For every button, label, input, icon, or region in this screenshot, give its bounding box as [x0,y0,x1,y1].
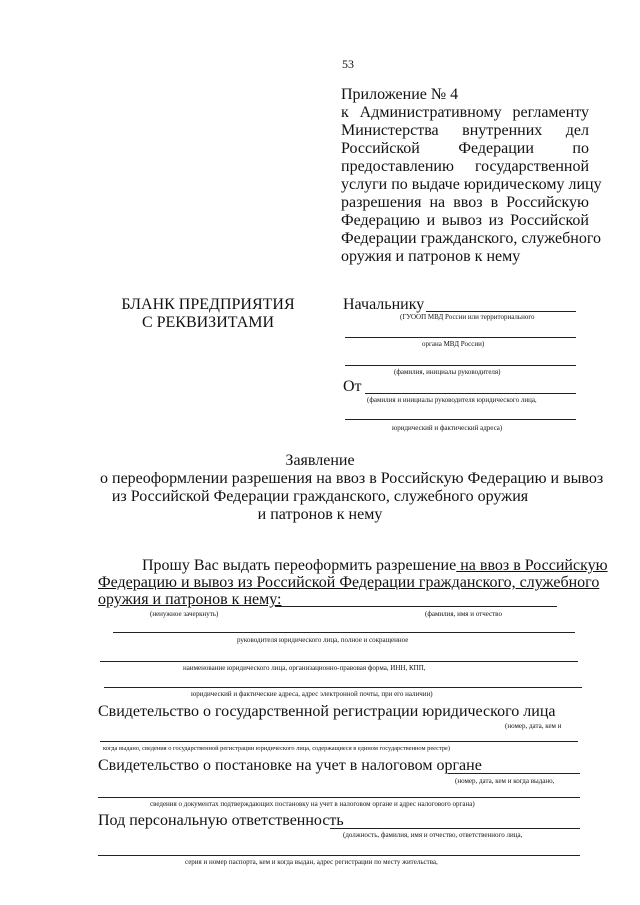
request-line: Федерацию и вывоз из Российской Федерации гражданского, служебного [98,574,600,591]
hint-name: наименование юридического лица, организационно-правовая форма, ИНН, КПП, [183,664,426,672]
fio-line[interactable] [275,606,557,607]
registration-hint: когда выдано, сведения о государственной регистрации юридического лица, содержащиеся в едином государственном реестре) [103,745,451,752]
statement-subtitle: и патронов к нему [257,506,383,523]
registration-hint: (номер, дата, кем и [505,722,562,730]
to-line[interactable] [345,365,576,366]
request-line: оружия и патронов к нему: [98,591,282,608]
tax-label: Свидетельство о постановке на учет в налоговом органе [98,757,482,774]
hint-head: руководителя юридического лица, полное и сокращенное [237,636,409,644]
appendix-line: разрешения на ввоз в Российскую [341,194,589,211]
fill-line[interactable] [100,661,578,662]
request-start: Прошу Вас выдать переоформить разрешение [142,557,457,574]
appendix-line: Министерства внутренних дел [341,122,589,139]
to-line[interactable] [426,311,576,312]
from-line[interactable] [345,419,576,420]
statement-subtitle: о переоформлении разрешения на ввоз в Российскую Федерацию и вывоз [100,470,604,487]
fill-line[interactable] [98,855,580,856]
from-hint: юридический и фактический адреса) [392,424,503,432]
statement-subtitle: из Российской Федерации гражданского, служебного оружия [111,488,529,505]
hint-addr: юридический и фактические адреса, адрес электронной почты, при его наличии) [191,690,433,698]
appendix-title: Приложение № 4 [341,86,459,103]
request-underlined: на ввоз в Российскую [456,557,608,574]
to-hint: (фамилия, инициалы руководителя) [394,368,501,376]
to-line[interactable] [345,337,576,338]
hint-fio: (фамилия, имя и отчество [425,610,502,618]
appendix-line: услуги по выдаче юридическому лицу [341,176,602,193]
appendix-line: предоставлению государственной [341,158,589,175]
appendix-line: Федерации гражданского, служебного [341,230,601,247]
hint-strike: (ненужное зачеркнуть) [150,610,219,618]
registration-label: Свидетельство о государственной регистрации юридического лица [98,703,556,720]
tax-hint: сведения о документах подтверждающих постановку на учет в налоговом органе и адрес налогового органа) [150,800,475,808]
fill-line[interactable] [113,632,575,633]
statement-title: Заявление [285,452,355,469]
appendix-line: к Административному регламенту [341,104,589,121]
letterhead [118,296,298,332]
responsibility-label: Под персональную ответственность [98,812,344,829]
appendix-line: Российской Федерации по [341,140,589,157]
page-number: 53 [342,57,354,71]
responsibility-hint: серия и номер паспорта, кем и когда выдан, адрес регистрации по месту жительства, [185,858,438,866]
from-hint: (фамилия и инициалы руководителя юридического лица, [367,396,537,404]
statement-heading [100,452,604,524]
appendix-block [341,86,602,266]
appendix-line: Федерацию и вывоз из Российской [341,212,589,229]
fill-line[interactable] [330,828,580,829]
responsibility-hint: (должность, фамилия, имя и отчество, ответственного лица, [343,831,523,839]
from-label: От [343,378,362,395]
fill-line[interactable] [100,741,578,742]
from-line[interactable] [365,393,576,394]
tax-hint: (номер, дата, кем и когда выдано, [455,777,555,785]
to-label: Начальнику [343,296,425,313]
fill-line[interactable] [98,797,580,798]
request-line [142,557,608,574]
fill-line[interactable] [448,773,580,774]
to-hint: (ГУООП МВД России или территориального [400,313,535,321]
letterhead-line: БЛАНК ПРЕДПРИЯТИЯ [121,296,295,313]
appendix-line: оружия и патронов к нему [341,248,521,265]
fill-line[interactable] [104,687,582,688]
to-hint: органа МВД России) [422,340,485,348]
letterhead-line: С РЕКВИЗИТАМИ [141,314,275,331]
